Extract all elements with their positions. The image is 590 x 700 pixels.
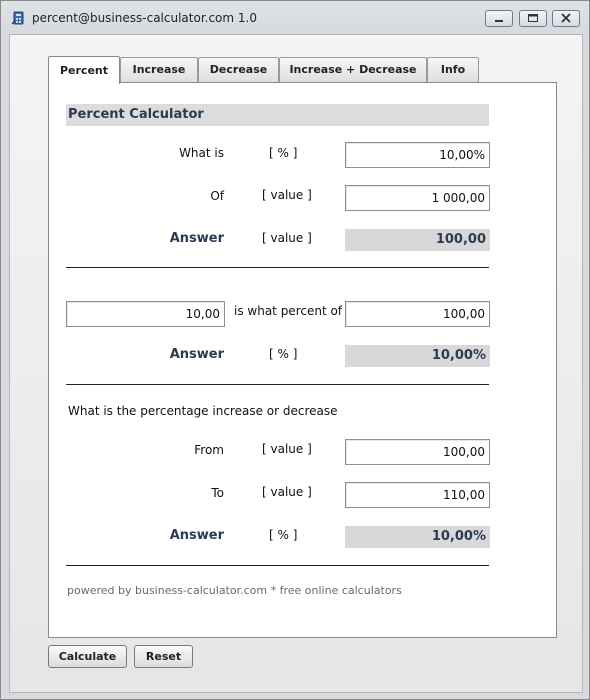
of-label: Of xyxy=(210,189,224,203)
minimize-button[interactable] xyxy=(485,10,513,27)
answer-label-2: Answer xyxy=(169,347,224,362)
answer-unit-1: [ value ] xyxy=(262,231,312,245)
app-calculator-icon xyxy=(11,10,27,26)
minimize-icon xyxy=(486,11,512,26)
percent-panel xyxy=(48,82,557,638)
from-value-input[interactable]: 100,00 xyxy=(345,439,490,465)
tab-info[interactable]: Info xyxy=(427,57,479,83)
divider-1 xyxy=(66,267,489,268)
answer-value-3: 10,00% xyxy=(345,526,490,548)
answer-label-1: Answer xyxy=(169,231,224,246)
answer-unit-3: [ % ] xyxy=(269,528,298,542)
what-is-label: What is xyxy=(179,146,224,160)
to-unit: [ value ] xyxy=(262,485,312,499)
answer-label-3: Answer xyxy=(169,528,224,543)
of-value-input[interactable]: 1 000,00 xyxy=(345,185,490,211)
tab-increase-decrease[interactable]: Increase + Decrease xyxy=(279,57,427,83)
to-value-input[interactable]: 110,00 xyxy=(345,482,490,508)
client-area xyxy=(9,34,583,693)
maximize-button[interactable] xyxy=(519,10,547,27)
window-title: percent@business-calculator.com 1.0 xyxy=(32,11,257,25)
tab-increase[interactable]: Increase xyxy=(120,57,198,83)
answer-value-1: 100,00 xyxy=(345,229,490,251)
calculate-button[interactable]: Calculate xyxy=(48,645,127,668)
what-is-unit: [ % ] xyxy=(269,146,298,160)
close-icon xyxy=(553,11,579,26)
calculator-title: Percent Calculator xyxy=(66,104,489,126)
answer-unit-2: [ % ] xyxy=(269,347,298,361)
divider-3 xyxy=(66,565,489,566)
tab-decrease[interactable]: Decrease xyxy=(198,57,279,83)
close-button[interactable] xyxy=(552,10,580,27)
whole-value-input[interactable]: 100,00 xyxy=(345,301,490,327)
part-value-input[interactable]: 10,00 xyxy=(66,301,225,327)
reset-button[interactable]: Reset xyxy=(134,645,193,668)
maximize-icon xyxy=(520,11,546,26)
of-unit: [ value ] xyxy=(262,188,312,202)
powered-by-note: powered by business-calculator.com * free online calculators xyxy=(67,584,402,597)
answer-value-2: 10,00% xyxy=(345,345,490,367)
what-is-percent-input[interactable]: 10,00% xyxy=(345,142,490,168)
divider-2 xyxy=(66,384,489,385)
from-label: From xyxy=(194,443,224,457)
from-unit: [ value ] xyxy=(262,442,312,456)
title-bar[interactable] xyxy=(1,1,589,34)
increase-decrease-heading: What is the percentage increase or decrease xyxy=(68,404,338,418)
to-label: To xyxy=(211,486,224,500)
is-what-percent-of-label: is what percent of xyxy=(234,304,343,318)
tab-percent[interactable]: Percent xyxy=(48,56,120,84)
